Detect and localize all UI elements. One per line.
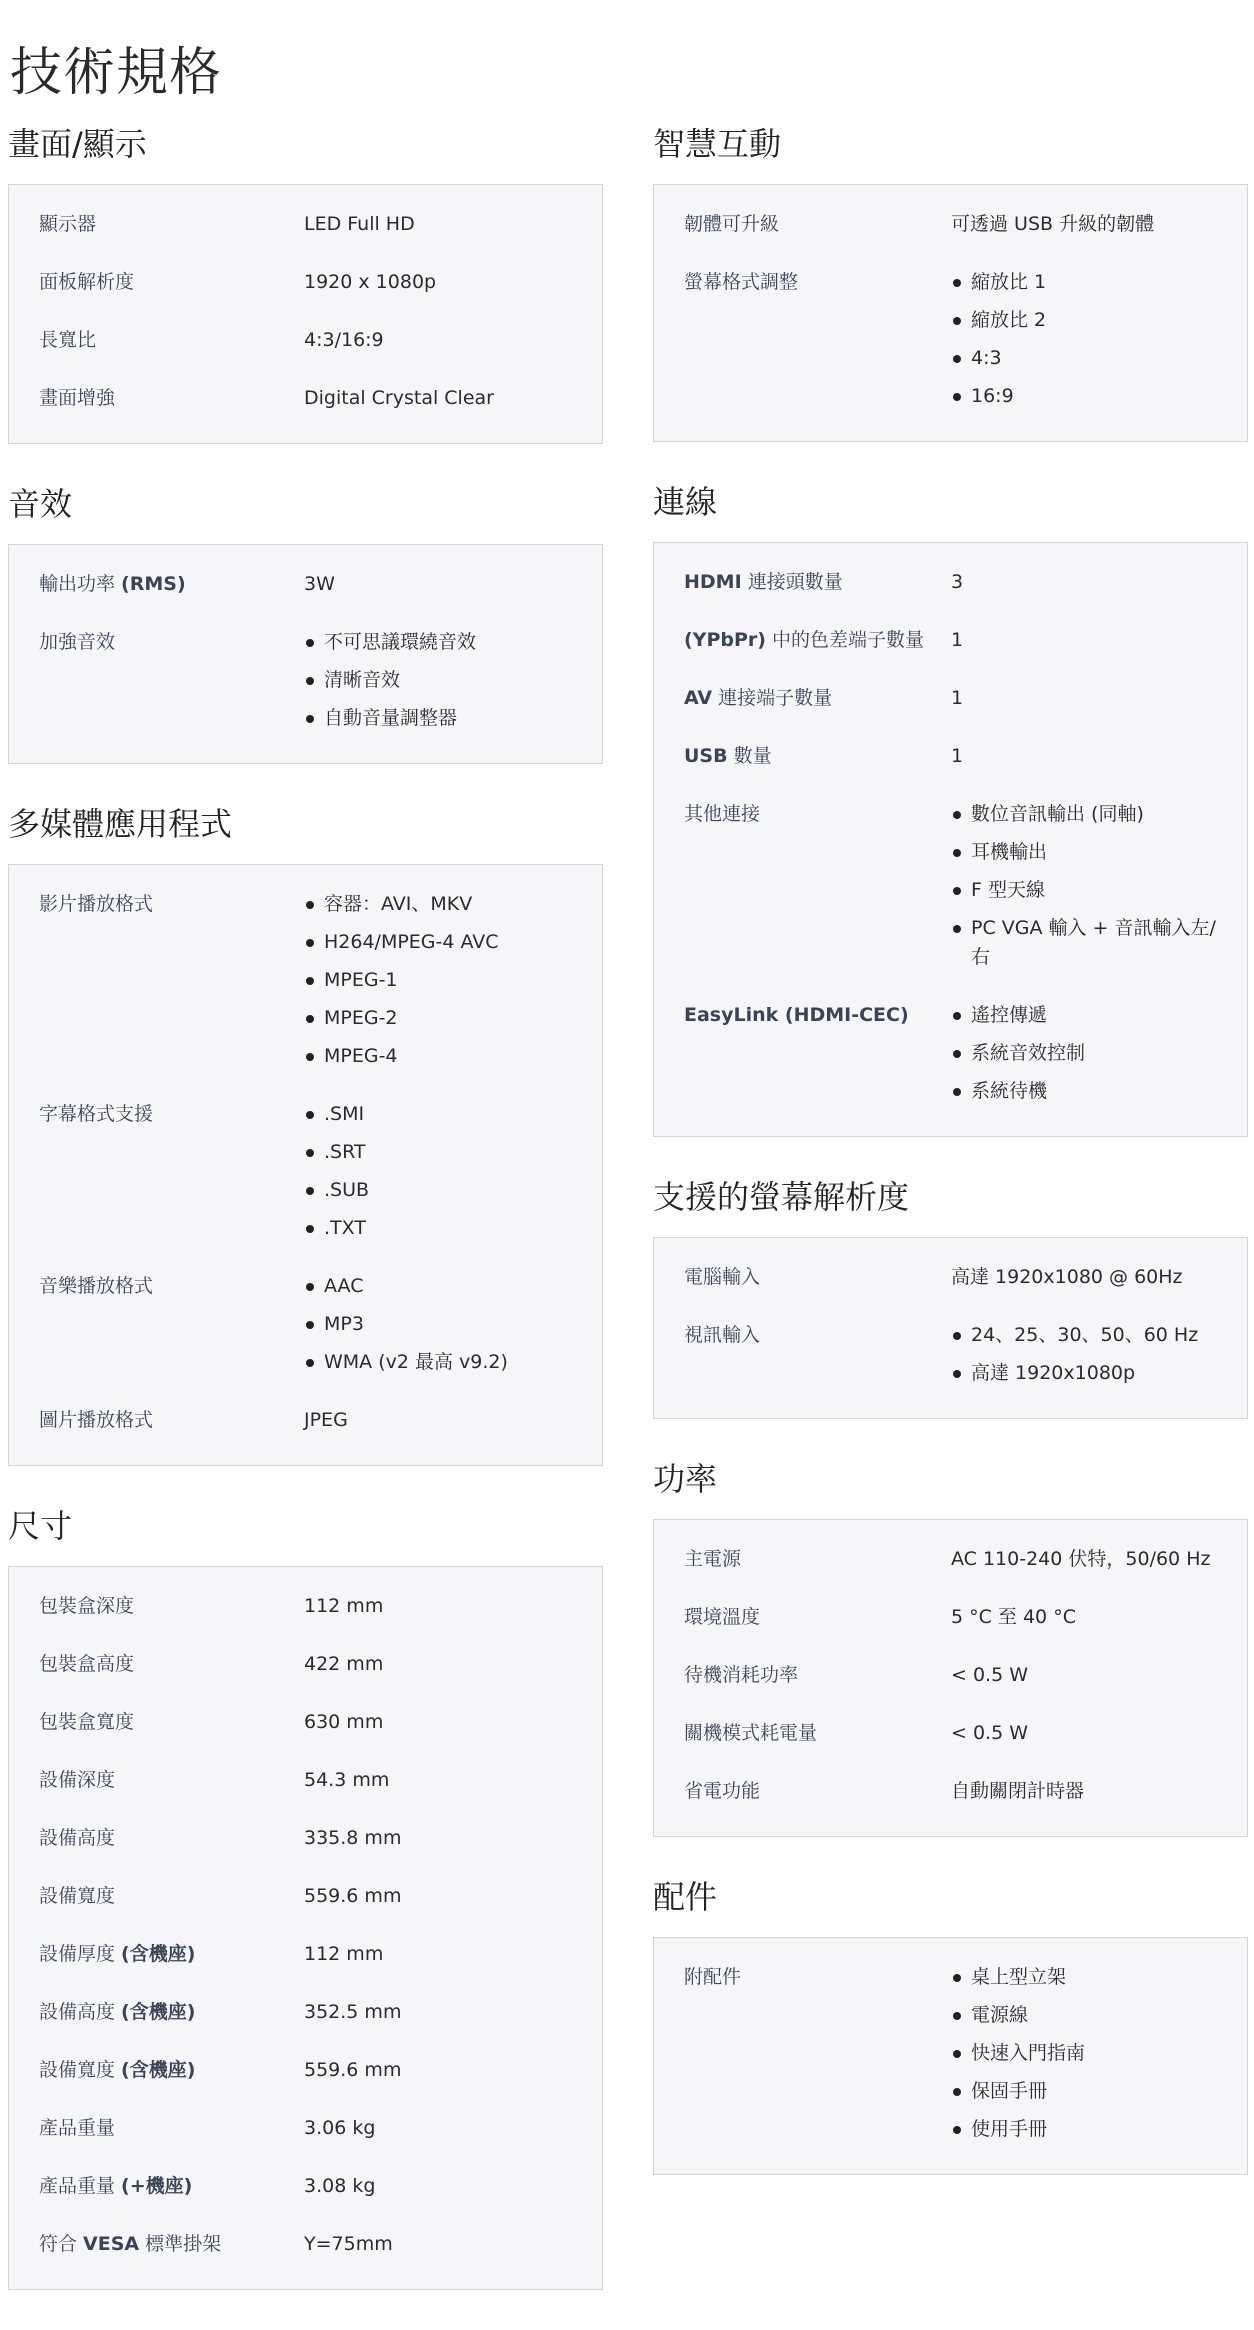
spec-label: 加強音效 <box>39 631 116 653</box>
spec-label: 影片播放格式 <box>39 893 154 915</box>
spec-row <box>39 885 572 1075</box>
spec-value: 高達 1920x1080 @ 60Hz <box>951 1266 1183 1288</box>
list-item: 清晰音效 <box>304 661 572 699</box>
spec-label: 畫面增強 <box>39 387 116 409</box>
spec-label: HDMI 連接頭數量 <box>684 571 843 593</box>
list-item: 保固手冊 <box>951 2072 1217 2110</box>
spec-value: JPEG <box>304 1409 348 1431</box>
section-resolution <box>653 1177 1248 1419</box>
spec-label: 螢幕格式調整 <box>684 271 799 293</box>
section-title: 多媒體應用程式 <box>8 805 233 843</box>
list-item: .SRT <box>304 1133 572 1171</box>
spec-row <box>39 1935 572 1973</box>
section-dimensions <box>8 1506 603 2290</box>
spec-row <box>684 1714 1217 1752</box>
spec-value-list <box>304 1095 572 1247</box>
spec-value: 3W <box>304 573 335 595</box>
list-item: 24、25、30、50、60 Hz <box>951 1316 1217 1354</box>
spec-value: 1 <box>951 745 964 767</box>
spec-label: 顯示器 <box>39 213 97 235</box>
spec-value: 422 mm <box>304 1653 384 1675</box>
list-item: 系統待機 <box>951 1072 1217 1110</box>
list-item: MPEG-2 <box>304 999 572 1037</box>
spec-value: 自動關閉計時器 <box>951 1780 1085 1802</box>
spec-value: 5 °C 至 40 °C <box>951 1606 1076 1628</box>
spec-box <box>653 1237 1248 1419</box>
list-item: MP3 <box>304 1305 572 1343</box>
section-title: 功率 <box>653 1460 718 1498</box>
spec-label: 產品重量 (+機座) <box>39 2175 193 2197</box>
section-title: 支援的螢幕解析度 <box>653 1178 910 1216</box>
list-item: 4:3 <box>951 339 1217 377</box>
spec-row <box>39 379 572 417</box>
spec-label: 面板解析度 <box>39 271 135 293</box>
spec-value: 335.8 mm <box>304 1827 402 1849</box>
list-item: PC VGA 輸入 + 音訊輸入左/右 <box>951 909 1217 976</box>
spec-row <box>39 1877 572 1915</box>
spec-label: 主電源 <box>684 1548 742 1570</box>
spec-row <box>684 205 1217 243</box>
spec-row <box>684 996 1217 1110</box>
section-title: 尺寸 <box>8 1507 73 1545</box>
spec-label: 設備寬度 <box>39 1885 116 1907</box>
spec-label: 包裝盒高度 <box>39 1653 135 1675</box>
spec-label: USB 數量 <box>684 745 772 767</box>
spec-label: 附配件 <box>684 1966 742 1988</box>
spec-label: 圖片播放格式 <box>39 1409 154 1431</box>
spec-box <box>8 1566 603 2290</box>
spec-label: 產品重量 <box>39 2117 116 2139</box>
spec-value: < 0.5 W <box>951 1664 1029 1686</box>
section-title: 音效 <box>8 485 73 523</box>
spec-value-list <box>304 885 572 1075</box>
spec-row <box>39 205 572 243</box>
section-title: 配件 <box>653 1878 718 1916</box>
list-item: MPEG-1 <box>304 961 572 999</box>
list-item: 遙控傳遞 <box>951 996 1217 1034</box>
spec-label: 視訊輸入 <box>684 1324 761 1346</box>
spec-value: 352.5 mm <box>304 2001 402 2023</box>
spec-row <box>684 1772 1217 1810</box>
spec-label: 電腦輸入 <box>684 1266 761 1288</box>
spec-label: AV 連接端子數量 <box>684 687 833 709</box>
spec-label: 字幕格式支援 <box>39 1103 154 1125</box>
list-item: 系統音效控制 <box>951 1034 1217 1072</box>
list-item: MPEG-4 <box>304 1037 572 1075</box>
spec-row <box>684 563 1217 601</box>
spec-value-list <box>951 1958 1217 2148</box>
list-item: AAC <box>304 1267 572 1305</box>
list-item: .TXT <box>304 1209 572 1247</box>
spec-value: < 0.5 W <box>951 1722 1029 1744</box>
spec-label: 省電功能 <box>684 1780 761 1802</box>
spec-label: 音樂播放格式 <box>39 1275 154 1297</box>
spec-row <box>39 1819 572 1857</box>
spec-value: 54.3 mm <box>304 1769 390 1791</box>
section-display <box>8 124 603 444</box>
spec-label: 包裝盒深度 <box>39 1595 135 1617</box>
list-item: 數位音訊輸出 (同軸) <box>951 795 1217 833</box>
section-connectivity <box>653 482 1248 1137</box>
spec-value-list <box>951 996 1217 1110</box>
spec-value-list <box>951 1316 1217 1392</box>
spec-value: 1 <box>951 629 964 651</box>
spec-label: 包裝盒寬度 <box>39 1711 135 1733</box>
spec-row <box>39 263 572 301</box>
spec-row <box>39 1703 572 1741</box>
spec-row <box>684 737 1217 775</box>
list-item: .SUB <box>304 1171 572 1209</box>
spec-box <box>8 544 603 764</box>
spec-label: 長寬比 <box>39 329 97 351</box>
spec-value: 可透過 USB 升級的韌體 <box>951 213 1155 235</box>
spec-value: 112 mm <box>304 1595 384 1617</box>
spec-row <box>684 1598 1217 1636</box>
list-item: 桌上型立架 <box>951 1958 1217 1996</box>
spec-row <box>684 263 1217 415</box>
spec-row <box>39 321 572 359</box>
spec-row <box>39 1761 572 1799</box>
section-audio <box>8 484 603 764</box>
list-item: 耳機輸出 <box>951 833 1217 871</box>
section-accessories <box>653 1877 1248 2175</box>
section-title: 畫面/顯示 <box>8 125 147 163</box>
spec-value: 1 <box>951 687 964 709</box>
spec-value: 630 mm <box>304 1711 384 1733</box>
spec-row <box>684 679 1217 717</box>
spec-box <box>653 542 1248 1137</box>
list-item: 高達 1920x1080p <box>951 1354 1217 1392</box>
spec-value: Y=75mm <box>304 2233 393 2255</box>
spec-row <box>684 1656 1217 1694</box>
spec-row <box>39 1645 572 1683</box>
list-item: 自動音量調整器 <box>304 699 572 737</box>
spec-value: 4:3/16:9 <box>304 329 384 351</box>
spec-label: 設備高度 (含機座) <box>39 2001 196 2023</box>
list-item: 電源線 <box>951 1996 1217 2034</box>
spec-row <box>684 1540 1217 1578</box>
spec-label: 韌體可升級 <box>684 213 780 235</box>
spec-box <box>8 864 603 1466</box>
list-item: 容器：AVI、MKV <box>304 885 572 923</box>
spec-row <box>39 2109 572 2147</box>
spec-label: 關機模式耗電量 <box>684 1722 818 1744</box>
spec-box <box>653 1519 1248 1837</box>
spec-value: 559.6 mm <box>304 1885 402 1907</box>
spec-row <box>684 1316 1217 1392</box>
spec-row <box>39 565 572 603</box>
spec-value-list <box>304 623 572 737</box>
spec-row <box>684 1258 1217 1296</box>
list-item: WMA (v2 最高 v9.2) <box>304 1343 572 1381</box>
spec-label: 環境溫度 <box>684 1606 761 1628</box>
spec-value: AC 110-240 伏特，50/60 Hz <box>951 1548 1211 1570</box>
spec-label: 符合 VESA 標準掛架 <box>39 2233 222 2255</box>
section-title: 智慧互動 <box>653 125 782 163</box>
spec-row <box>39 2167 572 2205</box>
list-item: 使用手冊 <box>951 2110 1217 2148</box>
spec-box <box>8 184 603 444</box>
list-item: F 型天線 <box>951 871 1217 909</box>
list-item: 快速入門指南 <box>951 2034 1217 2072</box>
spec-row <box>39 623 572 737</box>
list-item: H264/MPEG-4 AVC <box>304 923 572 961</box>
spec-value: 3 <box>951 571 964 593</box>
spec-label: (YPbPr) 中的色差端子數量 <box>684 629 924 651</box>
spec-row <box>684 1958 1217 2148</box>
spec-value: LED Full HD <box>304 213 415 235</box>
spec-label: 待機消耗功率 <box>684 1664 799 1686</box>
list-item: 縮放比 1 <box>951 263 1217 301</box>
spec-value: 559.6 mm <box>304 2059 402 2081</box>
list-item: 不可思議環繞音效 <box>304 623 572 661</box>
spec-row <box>39 2225 572 2263</box>
spec-row <box>39 1587 572 1625</box>
spec-label: 設備寬度 (含機座) <box>39 2059 196 2081</box>
spec-row <box>39 1993 572 2031</box>
spec-row <box>39 2051 572 2089</box>
spec-row <box>39 1267 572 1381</box>
spec-box <box>653 184 1248 442</box>
right-column <box>653 124 1248 2215</box>
spec-label: EasyLink (HDMI-CEC) <box>684 1004 909 1026</box>
spec-box <box>653 1937 1248 2175</box>
spec-value: 112 mm <box>304 1943 384 1965</box>
section-power <box>653 1459 1248 1837</box>
spec-value-list <box>951 263 1217 415</box>
section-multimedia <box>8 804 603 1466</box>
spec-value: 3.06 kg <box>304 2117 376 2139</box>
spec-value-list <box>304 1267 572 1381</box>
spec-row <box>39 1401 572 1439</box>
page-title: 技術規格 <box>10 43 223 103</box>
spec-row <box>39 1095 572 1247</box>
spec-row <box>684 795 1217 976</box>
spec-row <box>684 621 1217 659</box>
spec-label: 設備高度 <box>39 1827 116 1849</box>
spec-value: 3.08 kg <box>304 2175 376 2197</box>
list-item: 16:9 <box>951 377 1217 415</box>
list-item: 縮放比 2 <box>951 301 1217 339</box>
section-title: 連線 <box>653 483 718 521</box>
spec-label: 其他連接 <box>684 803 761 825</box>
spec-label: 輸出功率 (RMS) <box>39 573 186 595</box>
spec-value: 1920 x 1080p <box>304 271 437 293</box>
spec-value: Digital Crystal Clear <box>304 387 494 409</box>
left-column <box>8 124 603 2330</box>
spec-label: 設備厚度 (含機座) <box>39 1943 196 1965</box>
spec-value-list <box>951 795 1217 976</box>
spec-label: 設備深度 <box>39 1769 116 1791</box>
section-smart <box>653 124 1248 442</box>
list-item: .SMI <box>304 1095 572 1133</box>
